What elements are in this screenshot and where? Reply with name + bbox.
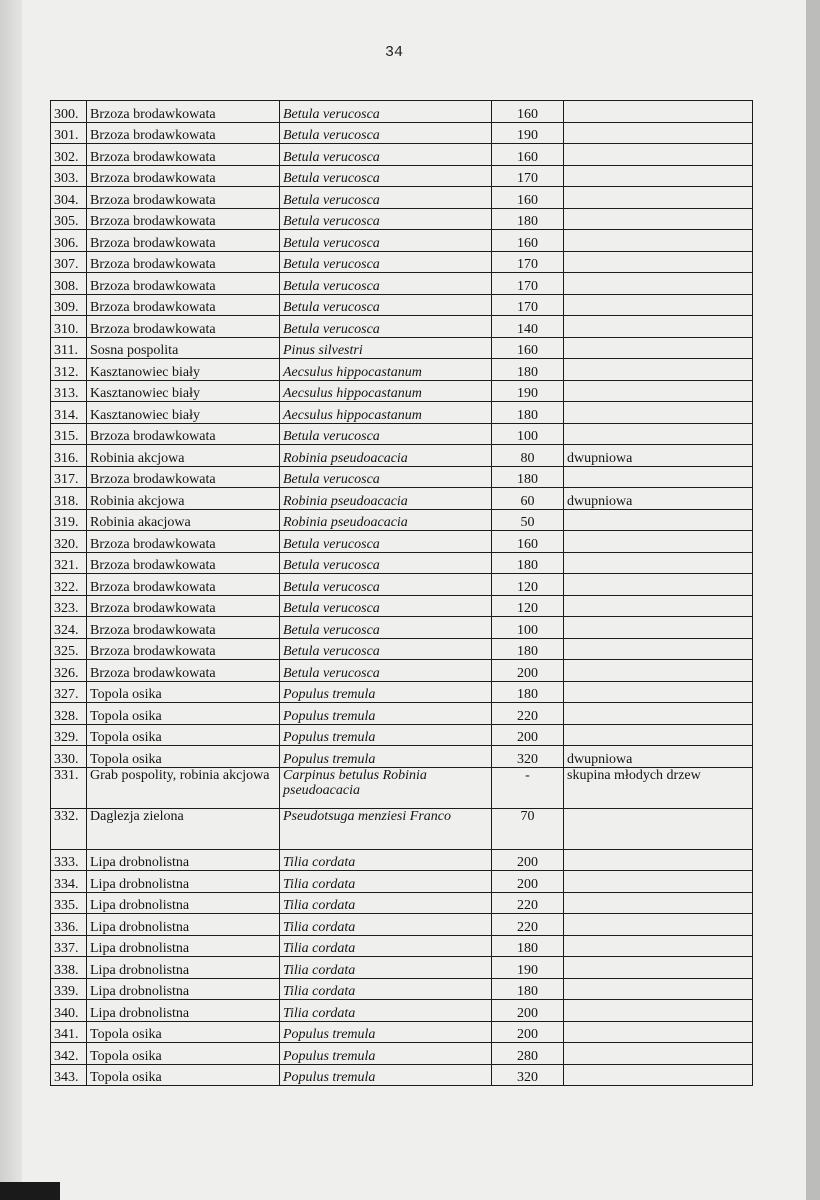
remarks xyxy=(564,1043,753,1065)
table-body xyxy=(51,101,753,1086)
table-row xyxy=(51,746,753,768)
circumference-value: 190 xyxy=(492,957,564,979)
circumference-value: 170 xyxy=(492,165,564,187)
row-number: 342. xyxy=(51,1043,87,1065)
table-row xyxy=(51,466,753,488)
remarks xyxy=(564,595,753,617)
circumference-value: 200 xyxy=(492,849,564,871)
latin-name: Populus tremula xyxy=(280,724,492,746)
latin-name: Aecsulus hippocastanum xyxy=(280,402,492,424)
remarks xyxy=(564,849,753,871)
circumference-value: 140 xyxy=(492,316,564,338)
circumference-value: 220 xyxy=(492,914,564,936)
polish-name: Brzoza brodawkowata xyxy=(87,423,280,445)
table-row xyxy=(51,681,753,703)
circumference-value: 220 xyxy=(492,892,564,914)
polish-name: Brzoza brodawkowata xyxy=(87,165,280,187)
row-number: 317. xyxy=(51,466,87,488)
remarks xyxy=(564,957,753,979)
table-row xyxy=(51,531,753,553)
remarks xyxy=(564,380,753,402)
polish-name: Brzoza brodawkowata xyxy=(87,294,280,316)
row-number: 331. xyxy=(51,767,87,808)
row-number: 325. xyxy=(51,638,87,660)
polish-name: Topola osika xyxy=(87,681,280,703)
circumference-value: 180 xyxy=(492,935,564,957)
row-number: 328. xyxy=(51,703,87,725)
table-row xyxy=(51,187,753,209)
polish-name: Topola osika xyxy=(87,703,280,725)
latin-name: Populus tremula xyxy=(280,1064,492,1086)
remarks xyxy=(564,187,753,209)
remarks: dwupniowa xyxy=(564,445,753,467)
circumference-value: 100 xyxy=(492,423,564,445)
latin-name: Betula verucosca xyxy=(280,251,492,273)
row-number: 327. xyxy=(51,681,87,703)
circumference-value: 120 xyxy=(492,595,564,617)
polish-name: Robinia akcjowa xyxy=(87,445,280,467)
circumference-value: 180 xyxy=(492,638,564,660)
table-row xyxy=(51,871,753,893)
latin-name: Pinus silvestri xyxy=(280,337,492,359)
row-number: 318. xyxy=(51,488,87,510)
polish-name: Sosna pospolita xyxy=(87,337,280,359)
latin-name: Aecsulus hippocastanum xyxy=(280,359,492,381)
table-row xyxy=(51,957,753,979)
polish-name: Topola osika xyxy=(87,724,280,746)
remarks xyxy=(564,144,753,166)
table-row xyxy=(51,914,753,936)
table-row xyxy=(51,1043,753,1065)
row-number: 302. xyxy=(51,144,87,166)
polish-name: Brzoza brodawkowata xyxy=(87,595,280,617)
circumference-value: 180 xyxy=(492,402,564,424)
circumference-value: 160 xyxy=(492,531,564,553)
remarks: skupina młodych drzew xyxy=(564,767,753,808)
latin-name: Populus tremula xyxy=(280,746,492,768)
row-number: 319. xyxy=(51,509,87,531)
table-row xyxy=(51,144,753,166)
circumference-value: 50 xyxy=(492,509,564,531)
row-number: 306. xyxy=(51,230,87,252)
table-row xyxy=(51,251,753,273)
latin-name: Tilia cordata xyxy=(280,978,492,1000)
circumference-value: 220 xyxy=(492,703,564,725)
table-row xyxy=(51,294,753,316)
latin-name: Populus tremula xyxy=(280,681,492,703)
row-number: 310. xyxy=(51,316,87,338)
circumference-value: 200 xyxy=(492,660,564,682)
polish-name: Brzoza brodawkowata xyxy=(87,208,280,230)
table-row xyxy=(51,849,753,871)
latin-name: Carpinus betulus Robinia pseudoacacia xyxy=(280,767,492,808)
page-number: 34 xyxy=(385,44,404,61)
row-number: 323. xyxy=(51,595,87,617)
latin-name: Betula verucosca xyxy=(280,273,492,295)
circumference-value: 70 xyxy=(492,808,564,849)
row-number: 332. xyxy=(51,808,87,849)
circumference-value: 190 xyxy=(492,122,564,144)
table-row xyxy=(51,595,753,617)
polish-name: Lipa drobnolistna xyxy=(87,1000,280,1022)
table-row xyxy=(51,316,753,338)
remarks xyxy=(564,294,753,316)
circumference-value: 200 xyxy=(492,724,564,746)
polish-name: Lipa drobnolistna xyxy=(87,849,280,871)
latin-name: Populus tremula xyxy=(280,1021,492,1043)
remarks xyxy=(564,552,753,574)
latin-name: Betula verucosca xyxy=(280,208,492,230)
table-row xyxy=(51,1000,753,1022)
latin-name: Tilia cordata xyxy=(280,849,492,871)
polish-name: Brzoza brodawkowata xyxy=(87,101,280,123)
table-row xyxy=(51,230,753,252)
remarks xyxy=(564,273,753,295)
row-number: 312. xyxy=(51,359,87,381)
latin-name: Robinia pseudoacacia xyxy=(280,488,492,510)
row-number: 339. xyxy=(51,978,87,1000)
polish-name: Topola osika xyxy=(87,1043,280,1065)
latin-name: Tilia cordata xyxy=(280,935,492,957)
latin-name: Betula verucosca xyxy=(280,187,492,209)
circumference-value: 200 xyxy=(492,1000,564,1022)
remarks xyxy=(564,638,753,660)
row-number: 301. xyxy=(51,122,87,144)
row-number: 330. xyxy=(51,746,87,768)
latin-name: Tilia cordata xyxy=(280,892,492,914)
circumference-value: 160 xyxy=(492,144,564,166)
circumference-value: - xyxy=(492,767,564,808)
row-number: 309. xyxy=(51,294,87,316)
table-row xyxy=(51,165,753,187)
polish-name: Lipa drobnolistna xyxy=(87,892,280,914)
polish-name: Brzoza brodawkowata xyxy=(87,660,280,682)
remarks xyxy=(564,724,753,746)
row-number: 341. xyxy=(51,1021,87,1043)
row-number: 320. xyxy=(51,531,87,553)
row-number: 305. xyxy=(51,208,87,230)
polish-name: Brzoza brodawkowata xyxy=(87,316,280,338)
latin-name: Betula verucosca xyxy=(280,294,492,316)
polish-name: Daglezja zielona xyxy=(87,808,280,849)
row-number: 324. xyxy=(51,617,87,639)
circumference-value: 180 xyxy=(492,359,564,381)
latin-name: Populus tremula xyxy=(280,703,492,725)
table-row xyxy=(51,978,753,1000)
circumference-value: 320 xyxy=(492,1064,564,1086)
latin-name: Betula verucosca xyxy=(280,101,492,123)
polish-name: Brzoza brodawkowata xyxy=(87,230,280,252)
table-row xyxy=(51,660,753,682)
circumference-value: 160 xyxy=(492,187,564,209)
latin-name: Robinia pseudoacacia xyxy=(280,445,492,467)
remarks xyxy=(564,871,753,893)
latin-name: Betula verucosca xyxy=(280,165,492,187)
row-number: 304. xyxy=(51,187,87,209)
polish-name: Brzoza brodawkowata xyxy=(87,251,280,273)
remarks xyxy=(564,359,753,381)
polish-name: Brzoza brodawkowata xyxy=(87,273,280,295)
row-number: 336. xyxy=(51,914,87,936)
circumference-value: 160 xyxy=(492,101,564,123)
remarks xyxy=(564,808,753,849)
polish-name: Brzoza brodawkowata xyxy=(87,144,280,166)
latin-name: Robinia pseudoacacia xyxy=(280,509,492,531)
latin-name: Tilia cordata xyxy=(280,871,492,893)
polish-name: Lipa drobnolistna xyxy=(87,957,280,979)
latin-name: Betula verucosca xyxy=(280,122,492,144)
table-row xyxy=(51,273,753,295)
polish-name: Lipa drobnolistna xyxy=(87,914,280,936)
remarks xyxy=(564,660,753,682)
circumference-value: 160 xyxy=(492,337,564,359)
table-row xyxy=(51,552,753,574)
polish-name: Brzoza brodawkowata xyxy=(87,466,280,488)
table-row xyxy=(51,380,753,402)
latin-name: Tilia cordata xyxy=(280,1000,492,1022)
polish-name: Brzoza brodawkowata xyxy=(87,187,280,209)
latin-name: Tilia cordata xyxy=(280,914,492,936)
circumference-value: 180 xyxy=(492,466,564,488)
polish-name: Brzoza brodawkowata xyxy=(87,552,280,574)
latin-name: Betula verucosca xyxy=(280,574,492,596)
table-row xyxy=(51,101,753,123)
row-number: 313. xyxy=(51,380,87,402)
row-number: 334. xyxy=(51,871,87,893)
table-row xyxy=(51,359,753,381)
row-number: 322. xyxy=(51,574,87,596)
polish-name: Grab pospolity, robinia akcjowa xyxy=(87,767,280,808)
table-row xyxy=(51,703,753,725)
remarks xyxy=(564,935,753,957)
table-row xyxy=(51,423,753,445)
table-row xyxy=(51,1064,753,1086)
latin-name: Betula verucosca xyxy=(280,595,492,617)
table-row xyxy=(51,638,753,660)
table-row xyxy=(51,337,753,359)
polish-name: Topola osika xyxy=(87,1064,280,1086)
table-row xyxy=(51,617,753,639)
latin-name: Betula verucosca xyxy=(280,423,492,445)
table-row xyxy=(51,935,753,957)
circumference-value: 180 xyxy=(492,552,564,574)
remarks xyxy=(564,703,753,725)
polish-name: Brzoza brodawkowata xyxy=(87,531,280,553)
circumference-value: 60 xyxy=(492,488,564,510)
latin-name: Betula verucosca xyxy=(280,466,492,488)
latin-name: Populus tremula xyxy=(280,1043,492,1065)
circumference-value: 190 xyxy=(492,380,564,402)
table-row xyxy=(51,122,753,144)
polish-name: Topola osika xyxy=(87,1021,280,1043)
remarks xyxy=(564,402,753,424)
circumference-value: 180 xyxy=(492,681,564,703)
row-number: 343. xyxy=(51,1064,87,1086)
polish-name: Kasztanowiec biały xyxy=(87,359,280,381)
scan-right-edge xyxy=(806,0,820,1200)
remarks xyxy=(564,1021,753,1043)
circumference-value: 200 xyxy=(492,1021,564,1043)
polish-name: Brzoza brodawkowata xyxy=(87,122,280,144)
circumference-value: 80 xyxy=(492,445,564,467)
remarks xyxy=(564,230,753,252)
polish-name: Lipa drobnolistna xyxy=(87,978,280,1000)
polish-name: Kasztanowiec biały xyxy=(87,402,280,424)
latin-name: Betula verucosca xyxy=(280,660,492,682)
table-row xyxy=(51,488,753,510)
latin-name: Aecsulus hippocastanum xyxy=(280,380,492,402)
latin-name: Betula verucosca xyxy=(280,617,492,639)
remarks xyxy=(564,978,753,1000)
latin-name: Betula verucosca xyxy=(280,552,492,574)
row-number: 315. xyxy=(51,423,87,445)
row-number: 337. xyxy=(51,935,87,957)
polish-name: Robinia akcjowa xyxy=(87,488,280,510)
polish-name: Topola osika xyxy=(87,746,280,768)
row-number: 338. xyxy=(51,957,87,979)
tree-register-table xyxy=(50,100,753,1086)
remarks xyxy=(564,617,753,639)
remarks xyxy=(564,509,753,531)
row-number: 326. xyxy=(51,660,87,682)
remarks xyxy=(564,1064,753,1086)
circumference-value: 280 xyxy=(492,1043,564,1065)
latin-name: Betula verucosca xyxy=(280,230,492,252)
latin-name: Tilia cordata xyxy=(280,957,492,979)
polish-name: Kasztanowiec biały xyxy=(87,380,280,402)
row-number: 303. xyxy=(51,165,87,187)
remarks xyxy=(564,165,753,187)
remarks xyxy=(564,914,753,936)
polish-name: Brzoza brodawkowata xyxy=(87,638,280,660)
polish-name: Robinia akacjowa xyxy=(87,509,280,531)
remarks: dwupniowa xyxy=(564,488,753,510)
row-number: 340. xyxy=(51,1000,87,1022)
circumference-value: 170 xyxy=(492,251,564,273)
polish-name: Lipa drobnolistna xyxy=(87,935,280,957)
polish-name: Lipa drobnolistna xyxy=(87,871,280,893)
table-row xyxy=(51,402,753,424)
circumference-value: 320 xyxy=(492,746,564,768)
remarks xyxy=(564,574,753,596)
remarks: dwupniowa xyxy=(564,746,753,768)
circumference-value: 160 xyxy=(492,230,564,252)
latin-name: Betula verucosca xyxy=(280,531,492,553)
table-row xyxy=(51,445,753,467)
table-row xyxy=(51,892,753,914)
row-number: 311. xyxy=(51,337,87,359)
remarks xyxy=(564,122,753,144)
remarks xyxy=(564,531,753,553)
circumference-value: 200 xyxy=(492,871,564,893)
remarks xyxy=(564,337,753,359)
circumference-value: 170 xyxy=(492,273,564,295)
table-row xyxy=(51,808,753,849)
remarks xyxy=(564,466,753,488)
circumference-value: 170 xyxy=(492,294,564,316)
table-row xyxy=(51,767,753,808)
remarks xyxy=(564,251,753,273)
remarks xyxy=(564,681,753,703)
table-row xyxy=(51,574,753,596)
remarks xyxy=(564,1000,753,1022)
polish-name: Brzoza brodawkowata xyxy=(87,617,280,639)
row-number: 335. xyxy=(51,892,87,914)
circumference-value: 180 xyxy=(492,978,564,1000)
remarks xyxy=(564,892,753,914)
table-row xyxy=(51,208,753,230)
row-number: 329. xyxy=(51,724,87,746)
table-row xyxy=(51,724,753,746)
scan-corner-mark xyxy=(0,1182,60,1200)
latin-name: Betula verucosca xyxy=(280,144,492,166)
latin-name: Pseudotsuga menziesi Franco xyxy=(280,808,492,849)
row-number: 321. xyxy=(51,552,87,574)
polish-name: Brzoza brodawkowata xyxy=(87,574,280,596)
remarks xyxy=(564,101,753,123)
table-row xyxy=(51,509,753,531)
remarks xyxy=(564,316,753,338)
latin-name: Betula verucosca xyxy=(280,638,492,660)
row-number: 314. xyxy=(51,402,87,424)
row-number: 308. xyxy=(51,273,87,295)
latin-name: Betula verucosca xyxy=(280,316,492,338)
row-number: 333. xyxy=(51,849,87,871)
circumference-value: 120 xyxy=(492,574,564,596)
row-number: 316. xyxy=(51,445,87,467)
remarks xyxy=(564,423,753,445)
circumference-value: 180 xyxy=(492,208,564,230)
row-number: 307. xyxy=(51,251,87,273)
table-row xyxy=(51,1021,753,1043)
row-number: 300. xyxy=(51,101,87,123)
remarks xyxy=(564,208,753,230)
circumference-value: 100 xyxy=(492,617,564,639)
